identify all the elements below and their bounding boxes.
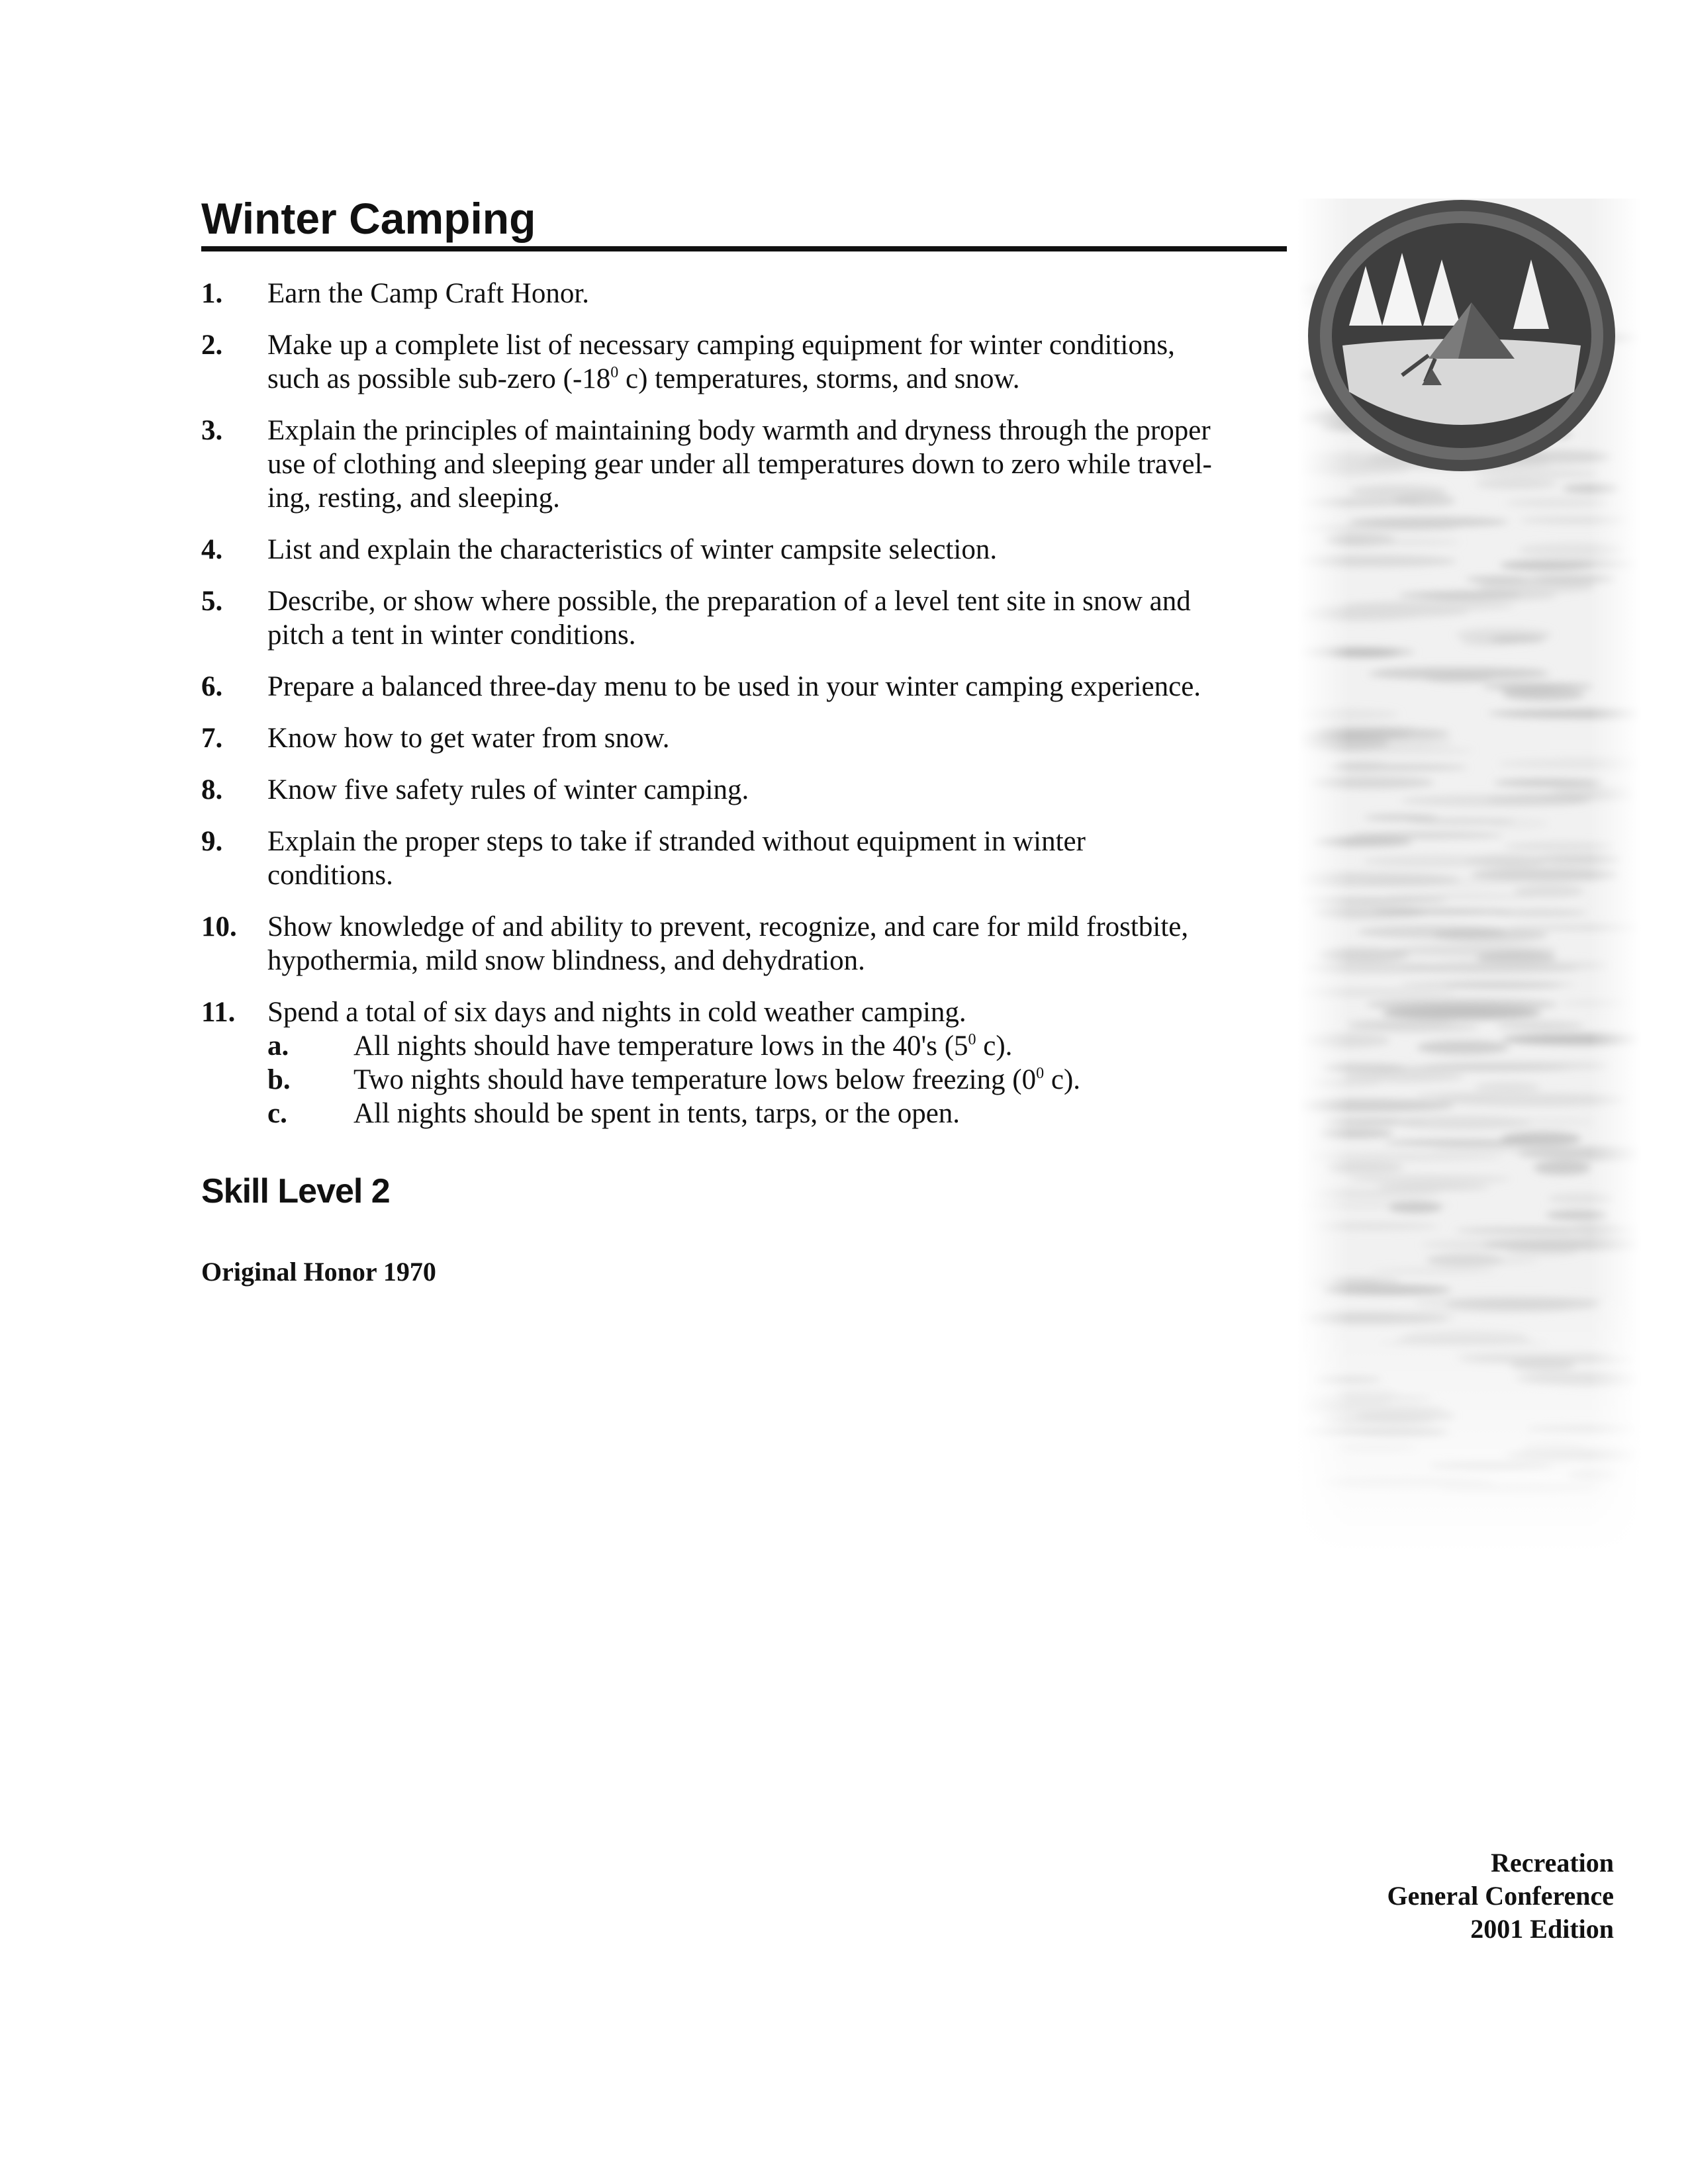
requirement-text bbox=[267, 584, 1293, 652]
requirement-text bbox=[267, 825, 1293, 892]
text-fragment: pitch a tent in winter conditions. bbox=[267, 619, 636, 651]
original-honor-year: Original Honor 1970 bbox=[201, 1257, 436, 1287]
requirement-line bbox=[267, 328, 1293, 362]
requirement-line: Spend a total of six days and nights in cold weather camping. bbox=[267, 997, 966, 1028]
text-fragment: such as possible sub-zero (-18 bbox=[267, 363, 611, 394]
footer-edition: 2001 Edition bbox=[1470, 1914, 1614, 1944]
requirement-number: 6. bbox=[201, 671, 223, 702]
requirement-number: 1. bbox=[201, 278, 223, 309]
requirement-item bbox=[201, 584, 1293, 652]
requirement-item bbox=[201, 670, 1293, 704]
requirements-list bbox=[201, 277, 1293, 1148]
text-fragment: conditions. bbox=[267, 860, 393, 891]
requirement-text bbox=[267, 721, 1293, 755]
requirement-text bbox=[267, 533, 1293, 567]
sub-requirements-list bbox=[267, 1029, 1293, 1130]
text-fragment: Explain the proper steps to take if stranded without equipment in winter bbox=[267, 826, 1086, 857]
sub-requirement-letter: a. bbox=[267, 1030, 289, 1062]
requirement-line: Prepare a balanced three-day menu to be used in your winter camping experience. bbox=[267, 671, 1201, 702]
requirement-line bbox=[267, 362, 1293, 396]
sub-requirement-text bbox=[353, 1029, 1012, 1063]
requirement-line: List and explain the characteristics of winter campsite selection. bbox=[267, 534, 998, 565]
requirement-line bbox=[267, 618, 1293, 652]
requirement-item bbox=[201, 773, 1293, 807]
text-fragment: c). bbox=[1044, 1064, 1081, 1095]
requirement-line bbox=[267, 584, 1293, 618]
footer-publisher bbox=[1258, 1846, 1614, 1946]
degree-superscript: 0 bbox=[1036, 1065, 1045, 1082]
requirement-number: 4. bbox=[201, 534, 223, 565]
tent-and-pine-trees-patch-icon bbox=[1303, 193, 1620, 478]
sub-requirement-text bbox=[353, 1097, 960, 1130]
text-fragment: Two nights should have temperature lows below freezing (0 bbox=[353, 1064, 1037, 1095]
text-fragment: Show knowledge of and ability to prevent, recognize, and care for mild frostbite, bbox=[267, 911, 1189, 942]
requirement-line bbox=[267, 414, 1293, 447]
degree-superscript: 0 bbox=[610, 364, 619, 381]
requirement-text bbox=[267, 773, 1293, 807]
text-fragment: All nights should be spent in tents, tarps, or the open. bbox=[353, 1098, 961, 1129]
requirement-number: 11. bbox=[201, 997, 236, 1028]
text-fragment: c). bbox=[976, 1030, 1013, 1062]
requirement-line bbox=[267, 825, 1293, 858]
requirement-text bbox=[267, 995, 1293, 1130]
requirement-line: Know five safety rules of winter camping. bbox=[267, 774, 749, 805]
degree-superscript: 0 bbox=[968, 1031, 976, 1048]
requirement-number: 2. bbox=[201, 330, 223, 361]
text-fragment: ing, resting, and sleeping. bbox=[267, 482, 560, 514]
requirement-number: 10. bbox=[201, 911, 237, 942]
text-fragment: use of clothing and sleeping gear under all temperatures down to zero while travel- bbox=[267, 449, 1212, 480]
requirement-number: 9. bbox=[201, 826, 223, 857]
requirement-text bbox=[267, 414, 1293, 515]
footer-publisher-name: General Conference bbox=[1387, 1881, 1614, 1911]
requirement-number: 5. bbox=[201, 586, 223, 617]
sub-requirement-item bbox=[267, 1063, 1293, 1097]
text-fragment: Make up a complete list of necessary camping equipment for winter conditions, bbox=[267, 330, 1175, 361]
requirement-line bbox=[267, 944, 1293, 978]
requirement-number: 8. bbox=[201, 774, 223, 805]
requirement-text bbox=[267, 670, 1293, 704]
requirement-text bbox=[267, 277, 1293, 310]
text-fragment: Describe, or show where possible, the preparation of a level tent site in snow and bbox=[267, 586, 1191, 617]
text-fragment: All nights should have temperature lows in the 40's (5 bbox=[353, 1030, 968, 1062]
requirement-item bbox=[201, 825, 1293, 892]
requirement-line bbox=[267, 858, 1293, 892]
footer-category: Recreation bbox=[1491, 1848, 1614, 1878]
sub-requirement-letter: c. bbox=[267, 1098, 287, 1129]
requirement-text bbox=[267, 910, 1293, 978]
requirement-number: 7. bbox=[201, 723, 223, 754]
requirement-number: 3. bbox=[201, 415, 223, 446]
requirement-item bbox=[201, 277, 1293, 310]
requirement-item bbox=[201, 721, 1293, 755]
text-fragment: Explain the principles of maintaining body warmth and dryness through the proper bbox=[267, 415, 1211, 446]
requirement-item bbox=[201, 328, 1293, 396]
text-fragment: c) temperatures, storms, and snow. bbox=[618, 363, 1020, 394]
sub-requirement-item bbox=[267, 1097, 1293, 1130]
requirement-item bbox=[201, 910, 1293, 978]
sub-requirement-letter: b. bbox=[267, 1064, 291, 1095]
requirement-text bbox=[267, 328, 1293, 396]
sub-requirement-item bbox=[267, 1029, 1293, 1063]
requirement-line bbox=[267, 910, 1293, 944]
page-title: Winter Camping bbox=[201, 192, 1287, 251]
requirement-line: Earn the Camp Craft Honor. bbox=[267, 278, 590, 309]
requirement-item bbox=[201, 995, 1293, 1130]
requirement-item bbox=[201, 533, 1293, 567]
requirement-item bbox=[201, 414, 1293, 515]
text-fragment: hypothermia, mild snow blindness, and dehydration. bbox=[267, 945, 865, 976]
requirement-line bbox=[267, 447, 1293, 481]
requirement-line: Know how to get water from snow. bbox=[267, 723, 670, 754]
skill-level: Skill Level 2 bbox=[201, 1172, 390, 1210]
requirement-line bbox=[267, 481, 1293, 515]
sub-requirement-text bbox=[353, 1063, 1080, 1097]
